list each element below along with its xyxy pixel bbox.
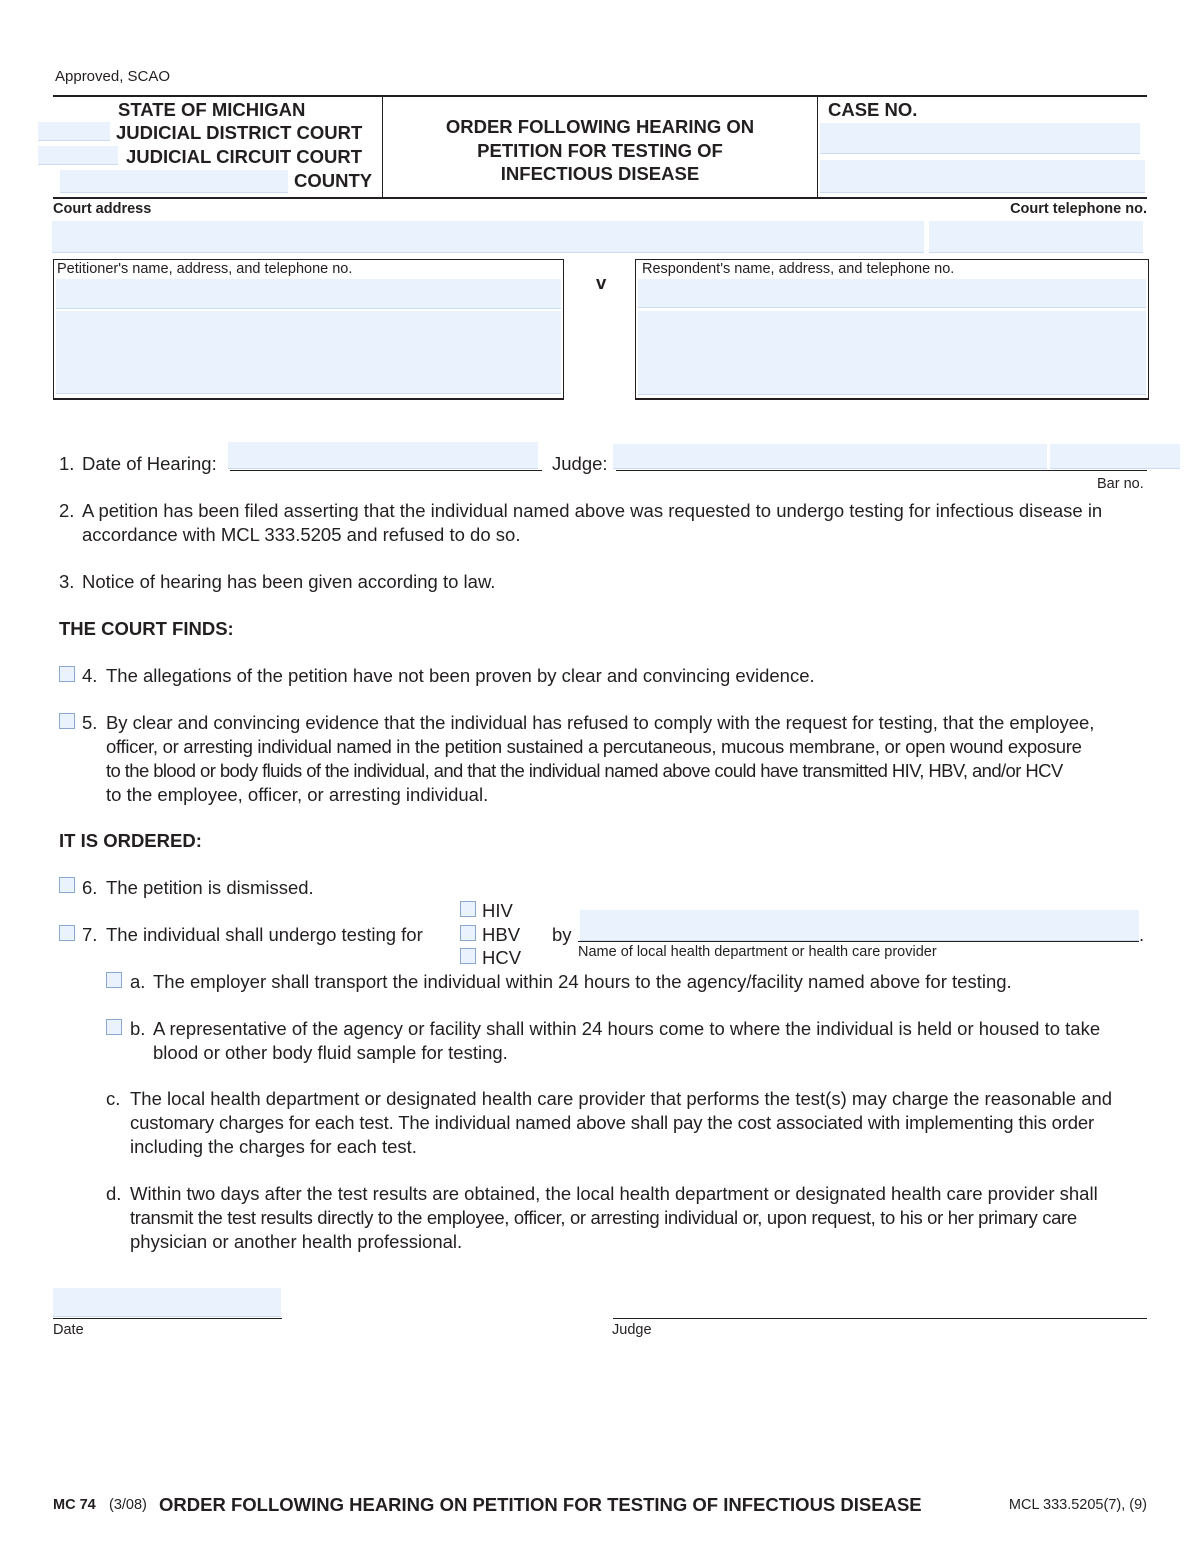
judge-line <box>616 470 1147 471</box>
item-c-letter: c. <box>106 1088 121 1109</box>
item-d-letter: d. <box>106 1183 122 1204</box>
item-b-line-2: blood or other body fluid sample for testing. <box>153 1042 508 1063</box>
county-heading: COUNTY <box>294 170 373 191</box>
hiv-checkbox[interactable] <box>460 901 476 917</box>
county-field[interactable] <box>60 170 288 193</box>
court-address-field[interactable] <box>52 221 924 253</box>
hiv-label: HIV <box>482 900 513 921</box>
item-3-text: Notice of hearing has been given according to law. <box>82 571 496 592</box>
item-a-checkbox[interactable] <box>106 972 122 988</box>
item-7-checkbox[interactable] <box>59 925 75 941</box>
circuit-number-field[interactable] <box>38 146 118 165</box>
by-label: by <box>552 924 572 945</box>
item-6-text: The petition is dismissed. <box>106 877 314 898</box>
provider-period: . <box>1139 924 1145 945</box>
approval-note: Approved, SCAO <box>55 68 171 85</box>
court-finds-heading: THE COURT FINDS: <box>59 618 234 639</box>
item-c-text <box>130 1087 1112 1159</box>
item-7-number: 7. <box>82 924 98 945</box>
item-b-checkbox[interactable] <box>106 1019 122 1035</box>
item-5-line-4: to the employee, officer, or arresting individual. <box>106 784 489 805</box>
respondent-label: Respondent's name, address, and telephone no. <box>642 261 955 277</box>
provider-name-label: Name of local health department or health care provider <box>578 944 937 960</box>
it-is-ordered-heading: IT IS ORDERED: <box>59 830 202 851</box>
item-4-text: The allegations of the petition have not been proven by clear and convincing evidence. <box>106 665 815 686</box>
hbv-label: HBV <box>482 924 521 945</box>
item-5-text <box>106 711 1150 807</box>
date-of-hearing-field[interactable] <box>228 442 538 469</box>
item-d-text <box>130 1182 1098 1254</box>
petitioner-address-field[interactable] <box>56 311 561 394</box>
item-1-number: 1. <box>59 453 75 474</box>
footer-form-id: MC 74 <box>53 1497 96 1513</box>
item-d-line-3: physician or another health professional. <box>130 1231 463 1252</box>
district-number-field[interactable] <box>38 122 110 141</box>
bar-no-field[interactable] <box>1050 444 1180 469</box>
item-5-number: 5. <box>82 712 98 733</box>
respondent-name-field[interactable] <box>638 279 1146 308</box>
versus-label: v <box>596 272 607 293</box>
court-telephone-field[interactable] <box>929 221 1143 253</box>
item-4-checkbox[interactable] <box>59 666 75 682</box>
footer-citation: MCL 333.5205(7), (9) <box>1008 1497 1147 1513</box>
header-top-rule <box>53 95 1147 97</box>
item-b-letter: b. <box>130 1018 146 1039</box>
state-heading: STATE OF MICHIGAN <box>118 99 306 120</box>
item-2-line-2: accordance with MCL 333.5205 and refused to do so. <box>82 524 521 545</box>
item-7-text: The individual shall undergo testing for <box>106 924 423 945</box>
district-court-heading: JUDICIAL DISTRICT COURT <box>116 122 363 143</box>
item-5-line-1: By clear and convincing evidence that the individual has refused to comply with the request for testing, that the employee, <box>106 712 1095 733</box>
item-6-number: 6. <box>82 877 98 898</box>
hbv-checkbox[interactable] <box>460 925 476 941</box>
item-c-line-1: The local health department or designated health care provider that performs the test(s) may charge the reasonable and <box>130 1088 1113 1109</box>
court-telephone-label: Court telephone no. <box>1010 201 1147 217</box>
judge-label: Judge: <box>552 453 608 474</box>
item-a-text: The employer shall transport the individual within 24 hours to the agency/facility named above for testing. <box>153 971 1012 992</box>
form-title-line-2: PETITION FOR TESTING OF <box>477 139 723 161</box>
footer-title: ORDER FOLLOWING HEARING ON PETITION FOR TESTING OF INFECTIOUS DISEASE <box>159 1494 922 1515</box>
case-no-label: CASE NO. <box>828 99 918 120</box>
item-a-letter: a. <box>130 971 146 992</box>
item-d-line-1: Within two days after the test results are obtained, the local health department or designated health care provider shall <box>130 1183 1098 1204</box>
signature-date-line <box>53 1318 282 1319</box>
item-3-number: 3. <box>59 571 75 592</box>
signature-judge-label: Judge <box>612 1322 652 1338</box>
form-title-line-1: ORDER FOLLOWING HEARING ON <box>445 116 755 137</box>
provider-name-line <box>578 941 1139 942</box>
signature-date-field[interactable] <box>53 1288 281 1317</box>
petitioner-label: Petitioner's name, address, and telephone no. <box>57 261 353 277</box>
header-divider-right <box>817 96 818 197</box>
item-2-number: 2. <box>59 500 75 521</box>
item-6-checkbox[interactable] <box>59 877 75 893</box>
item-d-line-2: transmit the test results directly to the employee, officer, or arresting individual or, upon request, to his or her primary care <box>130 1207 1077 1228</box>
item-5-checkbox[interactable] <box>59 713 75 729</box>
circuit-court-heading: JUDICIAL CIRCUIT COURT <box>126 146 363 167</box>
case-no-field[interactable] <box>820 123 1140 154</box>
case-no-field-2[interactable] <box>820 160 1145 193</box>
signature-date-label: Date <box>53 1322 84 1338</box>
item-c-line-2: customary charges for each test. The individual named above shall pay the cost associated with implementing this order <box>130 1112 1095 1133</box>
item-2-line-1: A petition has been filed asserting that the individual named above was requested to undergo testing for infectious disease in <box>82 500 1103 521</box>
form-title <box>383 115 817 186</box>
respondent-address-field[interactable] <box>638 311 1146 395</box>
judge-name-field[interactable] <box>613 444 1047 469</box>
date-of-hearing-label: Date of Hearing: <box>82 453 217 474</box>
item-5-line-3: to the blood or body fluids of the individual, and that the individual named above could have transmitted HIV, HBV, and/or HCV <box>106 760 1063 781</box>
item-2-text <box>82 499 1102 547</box>
date-of-hearing-line <box>230 470 542 471</box>
provider-name-field[interactable] <box>580 910 1139 941</box>
footer-revision: (3/08) <box>109 1497 147 1513</box>
item-b-text <box>153 1017 1100 1065</box>
hcv-checkbox[interactable] <box>460 948 476 964</box>
court-address-label: Court address <box>53 201 152 217</box>
form-title-line-3: INFECTIOUS DISEASE <box>500 163 700 184</box>
item-b-line-1: A representative of the agency or facility shall within 24 hours come to where the individual is held or housed to take <box>153 1018 1101 1039</box>
hcv-label: HCV <box>482 947 522 968</box>
bar-no-label: Bar no. <box>1097 476 1144 492</box>
item-4-number: 4. <box>82 665 98 686</box>
signature-judge-line <box>613 1318 1147 1319</box>
header-bottom-rule <box>53 197 1147 199</box>
item-5-line-2: officer, or arresting individual named in the petition sustained a percutaneous, mucous membrane, or open wound exposure <box>106 736 1082 757</box>
item-c-line-3: including the charges for each test. <box>130 1136 417 1157</box>
petitioner-name-field[interactable] <box>56 279 561 309</box>
